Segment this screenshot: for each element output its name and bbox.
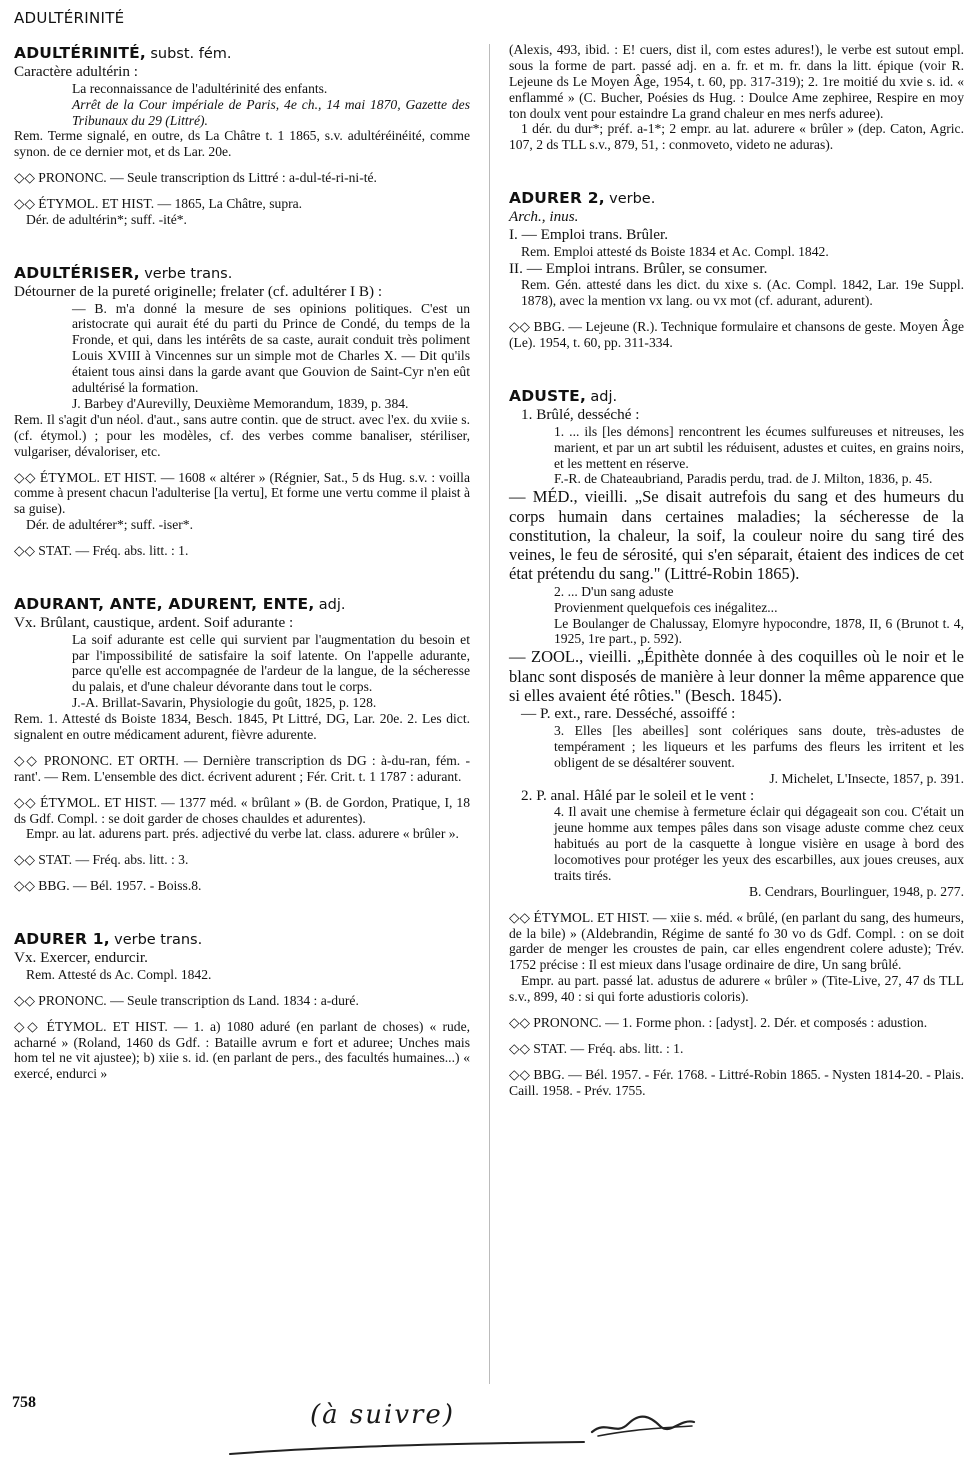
remark: Rem. Terme signalé, en outre, ds La Châtre t. 1 1865, s.v. adultéréinéité, comme synon. de ce dernier mot, et ds Lar. 20e. [14, 128, 470, 160]
bibliography-section: ◇◇ BBG. — Bél. 1957. - Fér. 1768. - Littré-Robin 1865. - Nysten 1814-20. - Plais. Caill. 1958. - Prév. 1755. [509, 1066, 964, 1098]
handwritten-note: (à suivre) [310, 1400, 455, 1430]
handwritten-underline [228, 1438, 588, 1462]
etymology-section: ◇◇ ÉTYMOL. ET HIST. — xiie s. méd. « brûlé, (en parlant du sang, des humeurs, de la bile) » (Aldebrandin, Régime de santé fo 30 vo ds Gdf. Compl. : on se doit garder de menger les croustes de pain, car elles engendrent colere aduste); Trév. 1752 précise : Il est mieux dans l'usage ordinaire de dire, Un sang brûlé. [509, 909, 964, 973]
entry-heading [14, 930, 470, 949]
headword: ADUSTE, [509, 386, 587, 405]
statistics-section: ◇◇ STAT. — Fréq. abs. litt. : 1. [14, 543, 189, 559]
part-of-speech: verbe trans. [114, 932, 203, 949]
etymology-detail: Dér. de adultérin*; suff. -ité*. [26, 211, 187, 227]
etymology-section: ◇◇ ÉTYMOL. ET HIST. — 1865, La Châtre, supra. [14, 196, 303, 212]
example-source: Le Boulanger de Chalussay, Elomyre hypocondre, 1878, II, 6 (Brunot t. 4, 1925, 1re part., p. 592). [554, 615, 964, 647]
part-of-speech: verbe trans. [144, 265, 233, 282]
pronunciation-section: ◇◇ PRONONC. ET ORTH. — Dernière transcription ds DG : à-du-ran, fém. -rant'. — Rem. L'ensemble des dict. écrivent adurent ; Fér. Crit. t. 1 1787 : adurant. [14, 752, 470, 784]
example: — B. m'a donné la mesure de ses opinions politiques. C'est un aristocrate qui aurait été du parti du Prince de Condé, du temps de la Fronde, et qui, dans les intérêts de sa caste, aurait conduit très poliment Louis XVIII à Vincennes sur un simple mot de Charles X. — Dit qu'ils étaient tous ainsi dans la garde avant que Gouvion de Saint-Cyr n'en eût adultérisé la formation. [72, 300, 470, 396]
bibliography-section: ◇◇ BBG. — Bél. 1957. - Boiss.8. [14, 878, 202, 894]
example-source: J. Barbey d'Aurevilly, Deuxième Memorandum, 1839, p. 384. [72, 395, 409, 411]
example: 4. Il avait une chemise à fermeture éclair qui dégageait son cou. C'était un jeune homme aux tempes pâles dans son visage aduste comme chez ceux habitués au port de la casquette à longue visière en usage à bord des locomotives pour protéger les yeux des escarbilles, aux joues creuses, aux traits tirés. [554, 804, 964, 883]
left-column [14, 44, 470, 1082]
etymology-detail: 1 dér. du dur*; préf. a-1*; 2 empr. au lat. adurere « brûler » (dep. Caton, Agric. 107, 2 ds TLL s.v., 879, 51, : conmoveto, videto ne aduras). [509, 121, 964, 153]
sense-heading: 1. Brûlé, desséché : [521, 405, 640, 423]
statistics-section: ◇◇ STAT. — Fréq. abs. litt. : 1. [509, 1040, 684, 1056]
part-of-speech: adj. [590, 388, 618, 405]
example-source: J. Michelet, L'Insecte, 1857, p. 391. [769, 770, 964, 786]
headword: ADULTÉRISER, [14, 263, 140, 282]
example-source: F.-R. de Chateaubriand, Paradis perdu, trad. de J. Milton, 1836, p. 45. [554, 471, 933, 487]
pronunciation-section: ◇◇ PRONONC. — Seule transcription ds Littré : a-dul-té-ri-ni-té. [14, 170, 377, 186]
part-of-speech: subst. fém. [150, 46, 232, 62]
running-head: ADULTÉRINITÉ [14, 9, 125, 27]
entry-heading [14, 264, 470, 283]
etymology-section: ◇◇ ÉTYMOL. ET HIST. — 1. a) 1080 aduré (en parlant de choses) « rude, acharné » (Roland, 1460 ds Gdf. : Bataille avrum e fort et aduree; Unches mais hom tel ne vit ajustee); b) xiie s. id. (en parlant de pers., des facultés humaines...) « exercé, endurci » [14, 1018, 470, 1082]
example-source: B. Cendrars, Bourlinguer, 1948, p. 277. [748, 883, 964, 899]
etymology-section: ◇◇ ÉTYMOL. ET HIST. — 1608 « altérer » (Régnier, Sat., 5 ds Hug. s.v. : voilla comme à present chacun l'adulterise [la vertu], Et forme une vertu comme il plaist à sa guise). [14, 469, 470, 517]
handwritten-suite [588, 1406, 698, 1440]
example: 1. ... ils [les démons] rencontrent les écumes sulfureuses et nitreuses, les marient, et par un art subtil les réduisent, adustes et cuites, en grains noirs, et les mettent en réserve. [554, 423, 964, 471]
remark: Rem. 1. Attesté ds Boiste 1834, Besch. 1845, Pt Littré, DG, Lar. 20e. 2. Les dict. signalent en outre médicament adurent, fièvre adurente. [14, 711, 470, 743]
remark: Rem. Il s'agit d'un néol. d'aut., sans autre contin. que de struct. avec l'ex. du xviie s. (cf. étymol.) ; pour les modèles, cf. des verbes comme banaliser, stériliser, vulgariser, dévaloriser, etc. [14, 411, 470, 459]
example: La reconnaissance de l'adultérinité des enfants. [72, 80, 328, 96]
pronunciation-section: ◇◇ PRONONC. — 1. Forme phon. : [adyst]. 2. Dér. et composés : adustion. [509, 1015, 928, 1031]
part-of-speech: verbe. [609, 191, 656, 208]
example: Provienment quelquefois ces inégalitez... [554, 599, 778, 615]
definition: Détourner de la pureté originelle; frelater (cf. adultérer I B) : [14, 282, 383, 300]
sense-heading: II. — Emploi intrans. Brûler, se consumer. [509, 259, 768, 277]
etymology-detail: Empr. au lat. adurens part. prés. adjectivé du verbe lat. class. adurere « brûler ». [26, 826, 459, 842]
remark: Rem. Gén. attesté dans les dict. du xixe s. (Ac. Compl. 1842, Lar. 19e Suppl. 1878), avec la mention vx lang. ou vx mot (cf. adurant, adurent). [521, 277, 964, 309]
sense-heading: I. — Emploi trans. Brûler. [509, 225, 669, 243]
sense-heading: 2. P. anal. Hâlé par le soleil et le vent : [521, 786, 755, 804]
headword: ADULTÉRINITÉ, [14, 44, 147, 62]
etymology-section: ◇◇ ÉTYMOL. ET HIST. — 1377 méd. « brûlant » (B. de Gordon, Pratique, I, 18 ds Gdf. Compl. : se doit garder de choses chauldes et adurentes). [14, 794, 470, 826]
example: 2. ... D'un sang aduste [554, 583, 674, 599]
pronunciation-section: ◇◇ PRONONC. — Seule transcription ds Land. 1834 : a-duré. [14, 992, 359, 1008]
column-separator [489, 44, 490, 1384]
entry-heading [509, 387, 964, 406]
entry-heading [14, 595, 470, 614]
example-source: Arrêt de la Cour impériale de Paris, 4e ch., 14 mai 1870, Gazette des Tribunaux du 29 (Littré). [72, 96, 470, 128]
etymology-continuation: (Alexis, 493, ibid. : E! cuers, dist il, com estes adures!), le verbe est sutout empl. sous la forme de part. passé adj. en a. fr. et m. fr. dans la litt. épique (voir R. Lejeune ds Le Moyen Âge, 1954, t. 60, pp. 317-319); 2. 1re moitié du xvie s. id. « enflammé » (C. Bucher, Poésies ds Hug. : Doulce Ame zephiree, Respire en moy ton doulx vent pour estaindre La grand chaleur en mes nerfs aduree). [509, 42, 964, 121]
example: 3. Elles [les abeilles] sont colériques sans doute, très-adustes de tempérament ; les liqueurs et les parfums des fleurs les irritent et les obligent de se désaltérer souvent. [554, 723, 964, 770]
statistics-section: ◇◇ STAT. — Fréq. abs. litt. : 3. [14, 852, 189, 868]
remark: Rem. Attesté ds Ac. Compl. 1842. [26, 966, 212, 982]
headword: ADURER 1, [14, 930, 110, 949]
page-number: 758 [12, 1394, 36, 1411]
bibliography-section: ◇◇ BBG. — Lejeune (R.). Technique formulaire et chansons de geste. Moyen Âge (Le). 1954, t. 60, pp. 311-334. [509, 319, 964, 351]
definition-med: — MÉD., vieilli. „Se disait autrefois du sang et des humeurs du corps humain dans certaines maladies; la sécheresse de la constitution, la chaleur, la soif, la couleur noire du sang tiré des veines, le feu de sérosité, qui s'en séparait, étaient des indices de cet état prétendu du sang." (Littré-Robin 1865). [509, 487, 964, 584]
definition-zool: — ZOOL., vieilli. „Épithète donnée à des coquilles où le noir et le blanc sont disposés de manière à leur donner la même apparence que si elles avaient été rôties." (Besch. 1845). [509, 647, 964, 705]
right-column [509, 42, 964, 1099]
definition: Vx. Brûlant, caustique, ardent. Soif adurante : [14, 613, 294, 631]
usage-label: Arch., inus. [509, 208, 579, 226]
headword: ADURER 2, [509, 189, 605, 208]
sense-heading: — P. ext., rare. Desséché, assoiffé : [521, 705, 736, 723]
definition: Caractère adultérin : [14, 62, 138, 80]
part-of-speech: adj. [318, 596, 346, 613]
headword: ADURANT, ANTE, ADURENT, ENTE, [14, 594, 315, 613]
etymology-detail: Dér. de adultérer*; suff. -iser*. [26, 517, 193, 533]
entry-heading [14, 44, 470, 63]
remark: Rem. Emploi attesté ds Boiste 1834 et Ac. Compl. 1842. [521, 243, 829, 259]
etymology-detail: Empr. au part. passé lat. adustus de adurere « brûler » (Tite-Live, 27, 47 ds TLL s.v., 899, 40 : si qui forte adustioris coloris). [509, 973, 964, 1005]
example: La soif adurante est celle qui survient par l'augmentation du besoin et par l'impossibilité de satisfaire la soif latente. On l'appelle adurante, parce qu'elle est accompagnée de l'ardeur de la langue, de la sécheresse du palais, et d'une chaleur dévorante dans tout le corps. [72, 631, 470, 695]
definition: Vx. Exercer, endurcir. [14, 949, 148, 967]
example-source: J.-A. Brillat-Savarin, Physiologie du goût, 1825, p. 128. [72, 695, 377, 711]
entry-heading [509, 189, 964, 208]
